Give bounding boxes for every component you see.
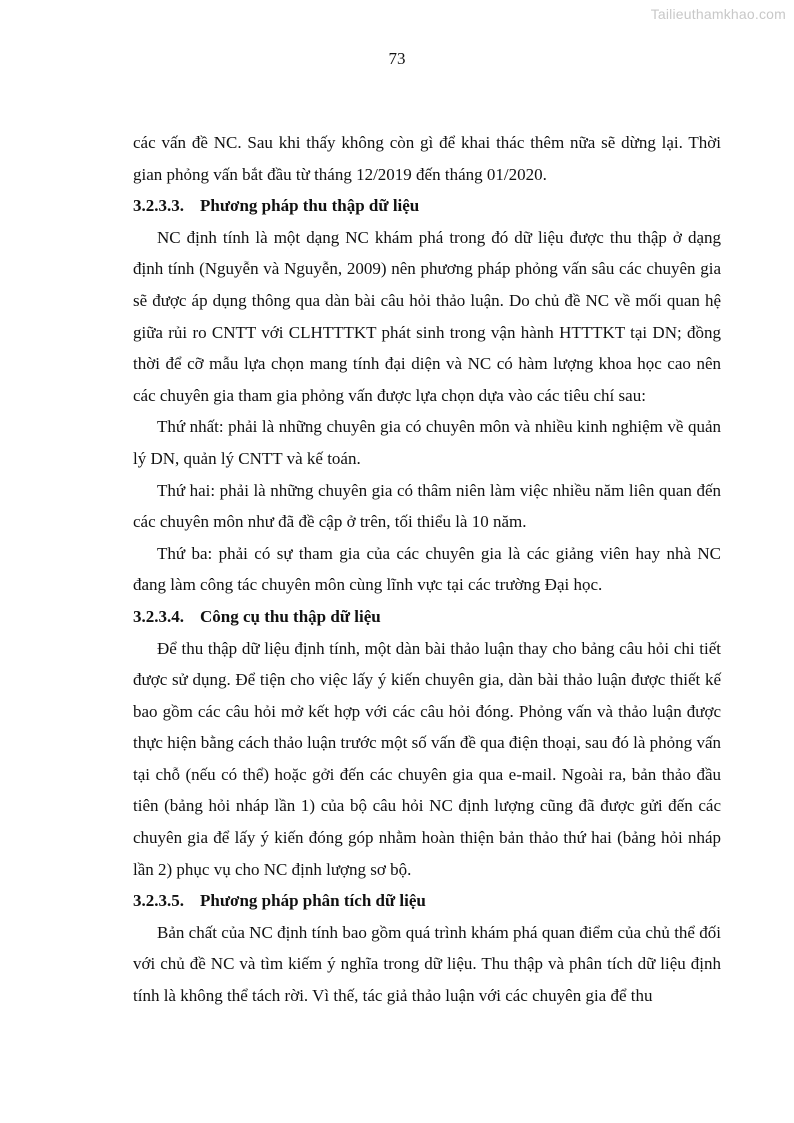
- section-title: Phương pháp thu thập dữ liệu: [200, 196, 420, 216]
- paragraph: Để thu thập dữ liệu định tính, một dàn bài thảo luận thay cho bảng câu hỏi chi tiết được sử dụng. Để tiện cho việc lấy ý kiến chuyên gia, dàn bài thảo luận được thiết kế bao gồm các câu hỏi mở kết hợp với các câu hỏi đóng. Phỏng vấn và thảo luận được thực hiện bằng cách thảo luận trước một số vấn đề qua điện thoại, sau đó là phỏng vấn tại chỗ (nếu có thể) hoặc gởi đến các chuyên gia qua e-mail. Ngoài ra, bản thảo đầu tiên (bảng hỏi nháp lần 1) của bộ câu hỏi NC định lượng cũng đã được gửi đến các chuyên gia để lấy ý kiến đóng góp nhằm hoàn thiện bản thảo thứ hai (bảng hỏi nháp lần 2) phục vụ cho NC định lượng sơ bộ.: [133, 638, 721, 879]
- paragraph-continuation: các vấn đề NC. Sau khi thấy không còn gì để khai thác thêm nữa sẽ dừng lại. Thời gian phỏng vấn bắt đầu từ tháng 12/2019 đến tháng 01/2020.: [133, 133, 721, 184]
- paragraph: Thứ ba: phải có sự tham gia của các chuyên gia là các giảng viên hay nhà NC đang làm công tác chuyên môn cùng lĩnh vực tại các trường Đại học.: [133, 543, 721, 595]
- paragraph: Thứ hai: phải là những chuyên gia có thâm niên làm việc nhiều năm liên quan đến các chuyên môn như đã đề cập ở trên, tối thiểu là 10 năm.: [133, 480, 721, 532]
- section-title: Công cụ thu thập dữ liệu: [200, 606, 381, 626]
- section-number: 3.2.3.4.: [133, 606, 184, 626]
- section-heading-3-2-3-5: [133, 885, 721, 917]
- page-number: 73: [388, 49, 406, 68]
- section-title: Phương pháp phân tích dữ liệu: [200, 891, 426, 911]
- document-body: [133, 127, 721, 1012]
- section-number: 3.2.3.5.: [133, 891, 184, 911]
- watermark: Tailieuthamkhao.com: [650, 6, 786, 22]
- section-heading-3-2-3-4: [133, 601, 721, 633]
- paragraph: NC định tính là một dạng NC khám phá trong đó dữ liệu được thu thập ở dạng định tính (Nguyễn và Nguyễn, 2009) nên phương pháp phỏng vấn sâu các chuyên gia sẽ được áp dụng thông qua dàn bài câu hỏi thảo luận. Do chủ đề NC về mối quan hệ giữa rủi ro CNTT với CLHTTTKT phát sinh trong vận hành HTTTKT tại DN; đồng thời để cỡ mẫu lựa chọn mang tính đại diện và NC có hàm lượng khoa học cao nên các chuyên gia tham gia phỏng vấn được lựa chọn dựa vào các tiêu chí sau:: [133, 227, 721, 405]
- section-heading-3-2-3-3: [133, 190, 721, 222]
- paragraph: Bản chất của NC định tính bao gồm quá trình khám phá quan điểm của chủ thể đối với chủ đề NC và tìm kiếm ý nghĩa trong dữ liệu. Thu thập và phân tích dữ liệu định tính là không thể tách rời. Vì thế, tác giả thảo luận với các chuyên gia để thu: [133, 922, 721, 1006]
- paragraph: Thứ nhất: phải là những chuyên gia có chuyên môn và nhiều kinh nghiệm về quản lý DN, quản lý CNTT và kế toán.: [133, 417, 721, 468]
- section-number: 3.2.3.3.: [133, 196, 184, 216]
